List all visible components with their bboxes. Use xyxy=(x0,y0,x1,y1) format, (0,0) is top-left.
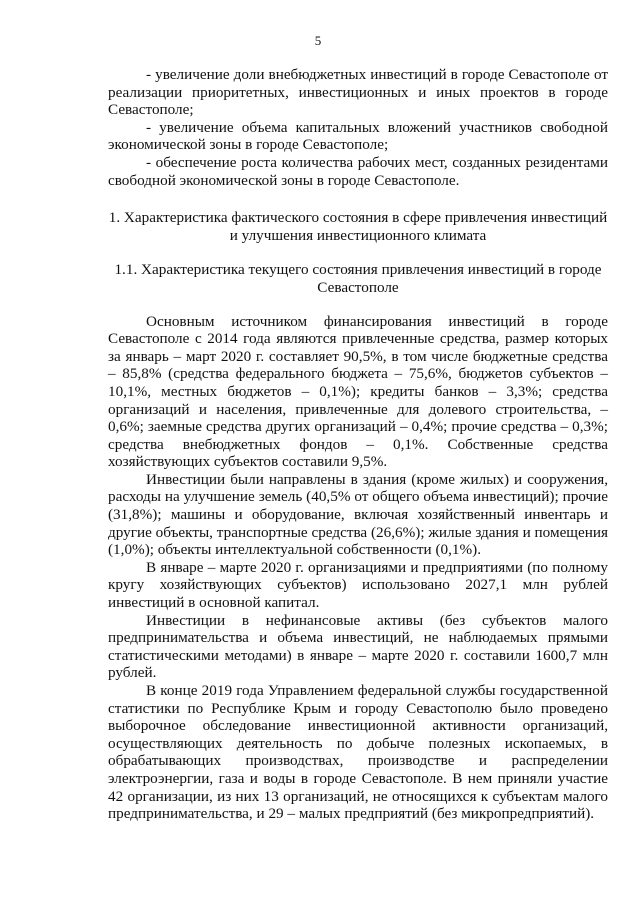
paragraph: Инвестиции в нефинансовые активы (без субъектов малого предпринимательства и объема инвестиций, не наблюдаемых прямыми статистическими методами) в январе – марте 2020 г. составили 1600,7 млн рублей. xyxy=(108,611,608,682)
paragraph: В январе – марте 2020 г. организациями и предприятиями (по полному кругу хозяйствующих субъектов) использовано 2027,1 млн рублей инвестиций в основной капитал. xyxy=(108,558,608,612)
list-item: - обеспечение роста количества рабочих мест, созданных резидентами свободной экономической зоны в городе Севастополе. xyxy=(108,153,608,189)
body-text xyxy=(108,313,608,823)
section-heading: 1. Характеристика фактического состояния в сфере привлечения инвестиций и улучшения инвестиционного климата xyxy=(108,209,608,244)
subsection-heading: 1.1. Характеристика текущего состояния привлечения инвестиций в городе Севастополе xyxy=(114,261,602,296)
paragraph: Инвестиции были направлены в здания (кроме жилых) и сооружения, расходы на улучшение земель (40,5% от общего объема инвестиций); прочие (31,8%); машины и оборудование, включая хозяйственный инвентарь и другие объекты, транспортные средства (26,6%); жилые здания и помещения (1,0%); объекты интеллектуальной собственности (0,1%). xyxy=(108,470,608,559)
list-item: - увеличение доли внебюджетных инвестиций в городе Севастополе от реализации приоритетных, инвестиционных и иных проектов в городе Севастополе; xyxy=(108,66,608,119)
page-content xyxy=(108,66,608,823)
paragraph: В конце 2019 года Управлением федеральной службы государственной статистики по Республике Крым и городу Севастополю было проведено выборочное обследование инвестиционной активности организаций, осуществляющих деятельность по добыче полезных ископаемых, в обрабатывающих производствах, производстве и распределении электроэнергии, газа и воды в городе Севастополе. В нем приняли участие 42 организации, из них 13 организаций, не относящихся к субъектам малого предпринимательства, и 29 – малых предприятий (без микропредприятий). xyxy=(108,682,608,823)
paragraph: Основным источником финансирования инвестиций в городе Севастополе с 2014 года являются привлеченные средства, размер которых за январь – март 2020 г. составляет 90,5%, в том числе бюджетные средства – 85,8% (средства федерального бюджета – 75,6%, бюджетов субъектов – 10,1%, местных бюджетов – 0,1%); кредиты банков – 3,3%; средства организаций и населения, привлеченные для долевого строительства, – 0,6%; заемные средства других организаций – 0,4%; прочие средства – 0,3%; средства внебюджетных фондов – 0,1%. Собственные средства хозяйствующих субъектов составили 9,5%. xyxy=(108,312,608,471)
page-number: 5 xyxy=(314,33,322,48)
goals-list xyxy=(108,66,608,189)
list-item: - увеличение объема капитальных вложений участников свободной экономической зоны в городе Севастополе; xyxy=(108,118,608,154)
